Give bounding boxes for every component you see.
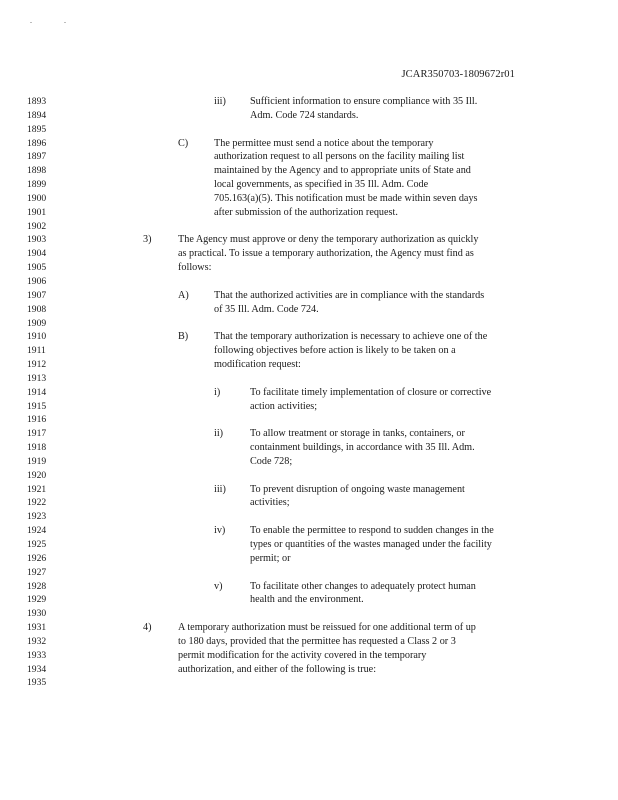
item-label: iv)	[214, 525, 226, 537]
document-line	[0, 275, 618, 289]
document-line	[0, 164, 618, 178]
line-number: 1928	[27, 580, 47, 592]
line-number: 1901	[27, 206, 47, 218]
item-label: 3)	[143, 234, 152, 246]
line-text: That the authorized activities are in compliance with the standards	[214, 289, 485, 301]
document-line	[0, 344, 618, 358]
line-number: 1909	[27, 317, 47, 329]
line-number: 1917	[27, 428, 47, 440]
line-text: modification request:	[214, 359, 301, 371]
line-number: 1908	[27, 303, 47, 315]
item-label: iii)	[214, 483, 226, 495]
line-number: 1933	[27, 649, 47, 661]
line-text: authorization request to all persons on the facility mailing list	[214, 151, 465, 163]
line-text: To facilitate timely implementation of closure or corrective	[250, 386, 492, 398]
line-text: To prevent disruption of ongoing waste management	[250, 483, 465, 495]
line-number: 1893	[27, 96, 47, 107]
line-number: 1911	[27, 345, 46, 357]
document-line	[0, 510, 618, 524]
document-line	[0, 303, 618, 317]
line-number: 1904	[27, 248, 47, 260]
line-number: 1921	[27, 483, 47, 495]
line-number: 1915	[27, 400, 47, 412]
line-number: 1923	[27, 511, 47, 523]
line-number: 1922	[27, 497, 47, 509]
document-line	[0, 358, 618, 372]
line-number: 1895	[27, 123, 47, 135]
document-line	[0, 676, 618, 690]
item-label: C)	[178, 137, 189, 149]
line-text: The Agency must approve or deny the temporary authorization as quickly	[178, 234, 479, 246]
line-number: 1920	[27, 469, 47, 481]
document-line	[0, 109, 618, 123]
document-line	[0, 400, 618, 414]
line-text: types or quantities of the wastes managed under the facility	[250, 539, 492, 550]
document-line	[0, 552, 618, 566]
line-number: 1926	[27, 552, 47, 564]
document-line	[0, 220, 618, 234]
document-line	[0, 192, 618, 206]
document-line	[0, 247, 618, 261]
document-line	[0, 649, 618, 663]
document-line	[0, 483, 618, 497]
line-number: 1906	[27, 275, 47, 287]
document-line	[0, 427, 618, 441]
line-number: 1905	[27, 262, 47, 274]
item-label: ii)	[214, 428, 224, 440]
document-line	[0, 496, 618, 510]
line-text: containment buildings, in accordance with 35 Ill. Adm.	[250, 442, 475, 454]
document-line	[0, 593, 618, 607]
line-number: 1919	[27, 455, 47, 467]
line-text: authorization, and either of the following is true:	[178, 663, 377, 675]
document-line	[0, 621, 618, 635]
line-text: after submission of the authorization request.	[214, 206, 398, 218]
line-number: 1900	[27, 192, 47, 204]
line-number: 1931	[27, 622, 47, 634]
line-text: of 35 Ill. Adm. Code 724.	[214, 303, 319, 315]
line-number: 1902	[27, 220, 47, 232]
line-number: 1934	[27, 663, 47, 675]
item-label: i)	[214, 386, 221, 398]
line-text: To facilitate other changes to adequately protect human	[250, 580, 476, 592]
line-number: 1912	[27, 359, 47, 371]
line-text: permit; or	[250, 552, 291, 564]
line-text: The permittee must send a notice about the temporary	[214, 137, 434, 149]
line-text: following objectives before action is likely to be taken on a	[214, 345, 456, 357]
line-text: permit modification for the activity covered in the temporary	[178, 649, 427, 661]
line-text: as practical. To issue a temporary authorization, the Agency must find as	[178, 248, 474, 260]
document-line	[0, 580, 618, 594]
line-number: 1916	[27, 414, 47, 426]
document-line	[0, 178, 618, 192]
document-line	[0, 123, 618, 137]
document-line	[0, 289, 618, 303]
line-text: local governments, as specified in 35 Ill. Adm. Code	[214, 179, 429, 191]
line-text: To enable the permittee to respond to sudden changes in the	[250, 525, 494, 537]
line-number: 1910	[27, 331, 47, 343]
document-line	[0, 441, 618, 455]
line-number: 1930	[27, 608, 47, 620]
line-text: That the temporary authorization is necessary to achieve one of the	[214, 331, 488, 343]
scan-speck	[64, 22, 66, 23]
item-label: A)	[178, 289, 189, 301]
line-text: Code 728;	[250, 455, 293, 467]
line-text: follows:	[178, 262, 212, 274]
line-number: 1903	[27, 234, 47, 246]
line-text: 705.163(a)(5). This notification must be made within seven days	[214, 192, 478, 204]
item-label: B)	[178, 331, 189, 343]
document-line	[0, 538, 618, 552]
line-number: 1918	[27, 442, 47, 454]
line-text: Sufficient information to ensure compliance with 35 Ill.	[250, 96, 478, 107]
line-number: 1929	[27, 594, 47, 606]
document-line	[0, 635, 618, 649]
document-line	[0, 386, 618, 400]
line-text: Adm. Code 724 standards.	[250, 109, 359, 121]
line-number: 1925	[27, 539, 47, 550]
line-text: maintained by the Agency and to appropriate units of State and	[214, 165, 471, 177]
document-line	[0, 137, 618, 151]
item-label: iii)	[214, 96, 226, 107]
document-line	[0, 469, 618, 483]
document-line	[0, 413, 618, 427]
document-line	[0, 524, 618, 538]
line-number: 1907	[27, 289, 47, 301]
document-line	[0, 372, 618, 386]
document-line	[0, 206, 618, 220]
item-label: v)	[214, 580, 223, 592]
line-text: activities;	[250, 497, 290, 509]
document-body	[0, 95, 618, 690]
line-number: 1913	[27, 372, 47, 384]
document-line	[0, 455, 618, 469]
document-line	[0, 330, 618, 344]
line-number: 1899	[27, 179, 47, 191]
line-number: 1896	[27, 137, 47, 149]
line-number: 1935	[27, 677, 47, 689]
document-line	[0, 607, 618, 621]
line-number: 1924	[27, 525, 47, 537]
document-id-header: JCAR350703-1809672r01	[401, 69, 515, 80]
document-line	[0, 233, 618, 247]
line-number: 1932	[27, 635, 47, 647]
line-number: 1914	[27, 386, 47, 398]
line-text: action activities;	[250, 400, 318, 412]
document-line	[0, 150, 618, 164]
document-line	[0, 261, 618, 275]
scan-speck	[30, 22, 32, 23]
document-line	[0, 95, 618, 109]
line-text: to 180 days, provided that the permittee has requested a Class 2 or 3	[178, 635, 456, 647]
line-text: To allow treatment or storage in tanks, containers, or	[250, 428, 465, 440]
line-number: 1897	[27, 151, 47, 163]
item-label: 4)	[143, 622, 152, 634]
line-number: 1894	[27, 109, 47, 121]
line-number: 1898	[27, 165, 47, 177]
line-text: health and the environment.	[250, 594, 364, 606]
document-line	[0, 663, 618, 677]
document-line	[0, 566, 618, 580]
line-text: A temporary authorization must be reissued for one additional term of up	[178, 622, 476, 634]
line-number: 1927	[27, 566, 47, 578]
document-line	[0, 317, 618, 331]
